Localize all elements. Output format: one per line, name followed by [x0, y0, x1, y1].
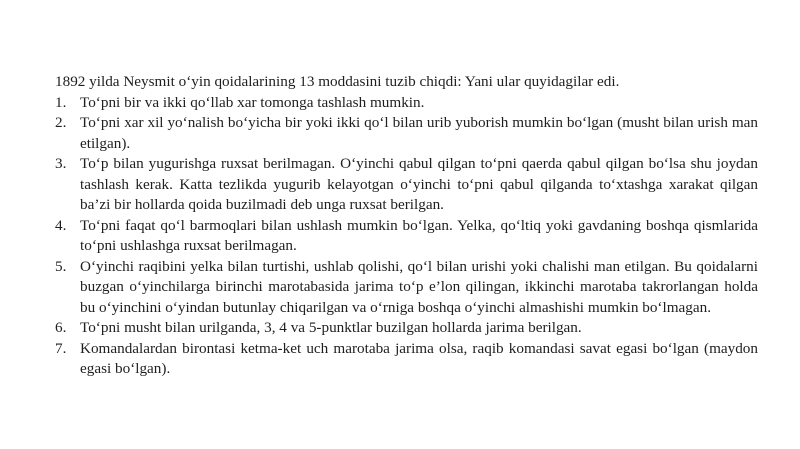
list-item-text: To‘pni xar xil yo‘nalish bo‘yicha bir yoki ikki qo‘l bilan urib yuborish mumkin bo‘lgan (musht bilan urish man etilgan). — [80, 114, 758, 152]
intro-paragraph: 1892 yilda Neysmit o‘yin qoidalarining 13 moddasini tuzib chiqdi: Yani ular quyidagilar edi. — [55, 73, 620, 90]
list-item-number: 1. — [55, 93, 67, 111]
list-item-number: 6. — [55, 319, 67, 336]
list-item-text: Komandalardan birontasi ketma-ket uch marotaba jarima olsa, raqib komandasi savat egasi bo‘lgan (maydon egasi bo‘lgan). — [80, 339, 758, 377]
list-item-text: To‘pni musht bilan urilganda, 3, 4 va 5-punktlar buzilgan hollarda jarima berilgan. — [80, 319, 582, 336]
list-item — [52, 318, 758, 339]
list-item-text: To‘pni faqat qo‘l barmoqlari bilan ushlash mumkin bo‘lgan. Yelka, qo‘ltiq yoki gavdaning boshqa qismlarida to‘pni ushlashga ruxsat berilmagan. — [80, 216, 758, 254]
rules-list — [52, 93, 758, 380]
list-item-number: 3. — [55, 155, 67, 172]
list-item-number: 5. — [55, 257, 67, 275]
list-item — [52, 257, 758, 319]
list-item-number: 2. — [55, 114, 67, 131]
list-item-text: O‘yinchi raqibini yelka bilan turtishi, ushlab qolishi, qo‘l bilan urishi yoki chalishi man etilgan. Bu qoidalarni buzgan o‘yinchilarga birinchi marotabasida jarima to‘p e’lon qilingan, ikkinchi marotaba takrorlangan holda bu o‘yinchini o‘yindan butunlay chiqarilgan va o‘rniga boshqa o‘yinchi almashishi mumkin bo‘lmagan. — [80, 257, 758, 316]
list-item — [52, 339, 758, 380]
list-item — [52, 154, 758, 216]
list-item — [52, 216, 758, 257]
list-item-text: To‘p bilan yugurishga ruxsat berilmagan. O‘yinchi qabul qilgan to‘pni qaerda qabul qilgan bo‘lsa shu joydan tashlash kerak. Katta tezlikda yugurib kelayotgan o‘yinchi to‘pni qabul qilganda to‘xtashga xarakat qilgan ba’zi bir hollarda qoida buzilmadi deb unga ruxsat berilgan. — [80, 155, 758, 213]
list-item — [52, 113, 758, 154]
document-body — [52, 72, 758, 380]
list-item-number: 4. — [55, 216, 67, 234]
list-item-text: To‘pni bir va ikki qo‘llab xar tomonga tashlash mumkin. — [80, 93, 425, 111]
list-item-number: 7. — [55, 339, 67, 357]
list-item — [52, 93, 758, 114]
